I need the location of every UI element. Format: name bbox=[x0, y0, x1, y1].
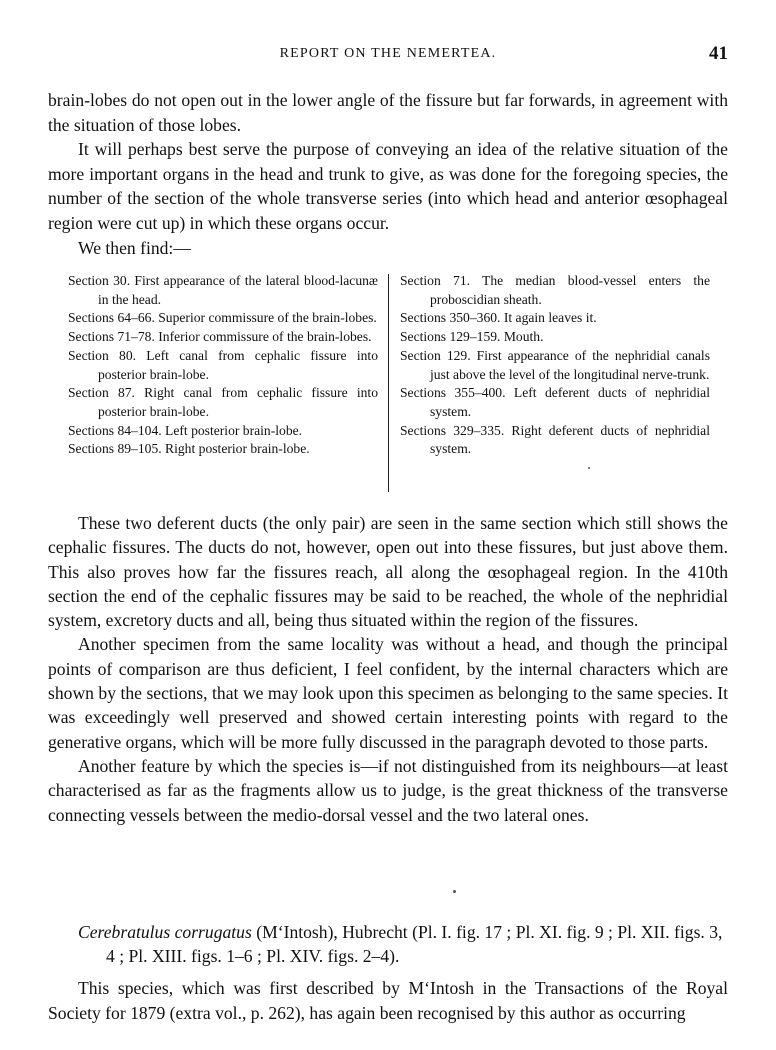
section-entry: Section 80. Left canal from cephalic fissure into posterior brain-lobe. bbox=[68, 347, 378, 382]
paragraph-we-then-find: We then find:— bbox=[78, 237, 191, 258]
print-speck bbox=[588, 467, 590, 469]
section-entry: Section 71. The median blood-vessel enters the proboscidian sheath. bbox=[400, 273, 710, 307]
running-title: REPORT ON THE NEMERTEA. bbox=[279, 46, 497, 61]
section-list-left-column bbox=[68, 272, 378, 459]
page-header bbox=[48, 43, 728, 70]
section-entry: Sections 89–105. Right posterior brain-lobe. bbox=[68, 441, 310, 457]
closing-text bbox=[48, 976, 728, 1025]
section-list bbox=[68, 272, 710, 496]
section-entry: Sections 355–400. Left deferent ducts of nephridial system. bbox=[400, 385, 710, 419]
paragraph-another-feature: Another feature by which the species is—if not distinguished from its neighbours—at least characterised as far as the fragments allow us to judge, is the great thickness of the transverse connecting vessels between the medio-dorsal vessel and the two lateral ones. bbox=[48, 755, 728, 825]
page-number: 41 bbox=[709, 43, 728, 64]
section-entry: Sections 64–66. Superior commissure of the brain-lobes. bbox=[68, 310, 377, 326]
section-list-right-column bbox=[400, 272, 710, 459]
section-entry: Sections 350–360. It again leaves it. bbox=[400, 310, 597, 326]
discussion-text bbox=[48, 511, 728, 827]
section-entry: Sections 329–335. Right deferent ducts of nephridial system. bbox=[400, 422, 710, 457]
section-entry: Section 30. First appearance of the lateral blood-lacunæ in the head. bbox=[68, 273, 378, 307]
species-citation: (M‘Intosh), Hubrecht (Pl. I. fig. 17 ; Pl. XI. fig. 9 ; Pl. XII. figs. 3, 4 ; Pl. XIII. figs. 1–6 ; Pl. XIV. figs. 2–4). bbox=[106, 922, 723, 967]
paragraph-another-specimen: Another specimen from the same locality was without a head, and though the principal points of comparison are thus deficient, I feel confident, by the internal characters which are shown by the sections, that we may look upon this specimen as belonging to the same species. It was exceedingly well preserved and showed certain interesting points with regard to the generative organs, which will be more fully discussed in the paragraph devoted to those parts. bbox=[48, 634, 728, 752]
section-entry: Sections 84–104. Left posterior brain-lobe. bbox=[68, 422, 303, 438]
column-divider bbox=[388, 274, 389, 492]
section-entry: Sections 71–78. Inferior commissure of the brain-lobes. bbox=[68, 329, 372, 345]
paragraph-section-purpose: It will perhaps best serve the purpose of conveying an idea of the relative situation of the more important organs in the head and trunk to give, as was done for the foregoing species, the number of the section of the whole transverse series (into which head and anterior œsophageal region were cut up) in which these organs occur. bbox=[48, 139, 728, 233]
section-entry: Section 87. Right canal from cephalic fissure into posterior brain-lobe. bbox=[68, 385, 378, 419]
intro-text bbox=[48, 88, 728, 260]
paragraph-continuation: brain-lobes do not open out in the lower angle of the fissure but far forwards, in agreement with the situation of those lobes. bbox=[48, 90, 728, 135]
species-name: Cerebratulus corrugatus bbox=[78, 922, 252, 942]
species-heading bbox=[78, 920, 728, 969]
section-entry: Section 129. First appearance of the nephridial canals just above the level of the longitudinal nerve-trunk. bbox=[400, 347, 710, 382]
paragraph-species-description: This species, which was first described by M‘Intosh in the Transactions of the Royal Society for 1879 (extra vol., p. 262), has again been recognised by this author as occurring bbox=[48, 978, 728, 1023]
section-separator-dot bbox=[453, 890, 456, 893]
section-entry: Sections 129–159. Mouth. bbox=[400, 329, 544, 345]
paragraph-deferent-ducts: These two deferent ducts (the only pair) are seen in the same section which still shows the cephalic fissures. The ducts do not, however, open out into these fissures, but just above them. This also proves how far the fissures reach, all along the œsophageal region. In the 410th section the end of the cephalic fissures may be said to be reached, the whole of the nephridial system, excretory ducts and all, being thus situated within the region of the fissures. bbox=[48, 513, 728, 631]
